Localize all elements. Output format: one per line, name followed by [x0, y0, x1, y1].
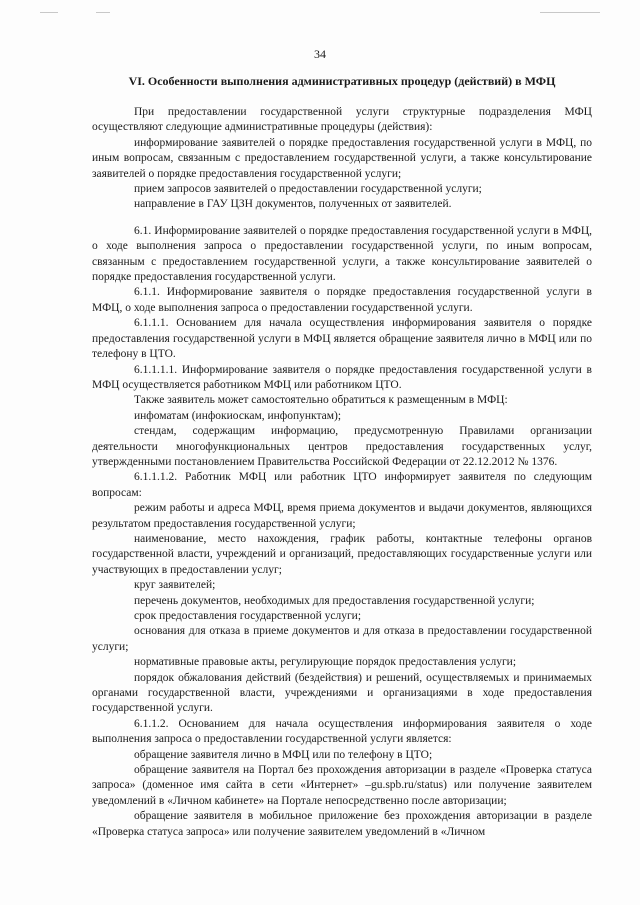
- paragraph: порядок обжалования действий (бездействия) и решений, осуществляемых и принимаемых органами государственной власти, учреждениями и организациями в ходе предоставления государственной услуги.: [92, 671, 592, 715]
- paragraph: информирование заявителей о порядке предоставления государственной услуги в МФЦ, по иным вопросам, связанным с предоставлением государственной услуги, а также консультирование заявителей о порядке предоставления государственной услуги;: [92, 136, 592, 180]
- paragraph: основания для отказа в приеме документов и для отказа в предоставлении государственной услуги;: [92, 625, 592, 653]
- scan-mark: [40, 12, 58, 13]
- paragraph: режим работы и адреса МФЦ, время приема документов и выдачи документов, являющихся результатом предоставления государственной услуги;: [92, 502, 592, 530]
- paragraph: направление в ГАУ ЦЗН документов, полученных от заявителей.: [134, 198, 452, 211]
- paragraph: инфоматам (инфокиоскам, инфопунктам);: [134, 409, 342, 422]
- paragraph: 6.1.1. Информирование заявителя о порядке предоставления государственной услуги в МФЦ, о ходе выполнения запроса о предоставлении государственной услуги.: [92, 286, 592, 314]
- paragraph: срок предоставления государственной услуги;: [134, 610, 362, 622]
- paragraph: перечень документов, необходимых для предоставления государственной услуги;: [134, 594, 535, 607]
- paragraph: круг заявителей;: [134, 579, 216, 592]
- paragraph: 6.1.1.1.2. Работник МФЦ или работник ЦТО информирует заявителя по следующим вопросам:: [92, 471, 592, 499]
- paragraph: При предоставлении государственной услуги структурные подразделения МФЦ осуществляют следующие административные процедуры (действия):: [92, 106, 592, 134]
- paragraph: нормативные правовые акты, регулирующие порядок предоставления услуги;: [134, 656, 517, 669]
- paragraph: 6.1. Информирование заявителей о порядке предоставления государственной услуги в МФЦ, о ходе выполнения запроса о предоставлении государственной услуги, по иным вопросам, связанным с предоставлением государственной услуги, а также консультирование заявителей о порядке предоставления государственной услуги.: [92, 224, 592, 284]
- paragraph: Также заявитель может самостоятельно обратиться к размещенным в МФЦ:: [134, 394, 508, 407]
- document-body: [92, 105, 592, 840]
- paragraph: 6.1.1.1. Основанием для начала осуществления информирования заявителя о порядке предоставления государственной услуги в МФЦ является обращение заявителя лично в МФЦ или по телефону в ЦТО.: [92, 317, 592, 361]
- paragraph: прием запросов заявителей о предоставлении государственной услуги;: [134, 183, 482, 196]
- page-number: 34: [314, 47, 326, 61]
- scan-mark: [96, 12, 110, 13]
- paragraph: наименование, место нахождения, график работы, контактные телефоны органов государственной власти, учреждений и организаций, предоставляющих государственные услуги или участвующих в предоставлении услуг;: [92, 532, 592, 576]
- paragraph: обращение заявителя в мобильное приложение без прохождения авторизации в разделе «Проверка статуса запроса» или получение заявителем уведомлений в «Личном: [92, 810, 592, 838]
- paragraph: 6.1.1.1.1. Информирование заявителя о порядке предоставления государственной услуги в МФЦ осуществляется работником МФЦ или работником ЦТО.: [92, 363, 592, 391]
- scan-mark: [540, 12, 600, 13]
- paragraph: стендам, содержащим информацию, предусмотренную Правилами организации деятельности многофункциональных центров предоставления государственных услуг, утвержденными постановлением Правительства Российской Федерации от 22.12.2012 № 1376.: [92, 425, 592, 468]
- paragraph: 6.1.1.2. Основанием для начала осуществления информирования заявителя о ходе выполнения запроса о предоставлении государственной услуги является:: [92, 717, 592, 746]
- paragraph: обращение заявителя лично в МФЦ или по телефону в ЦТО;: [134, 748, 433, 761]
- section-heading: VI. Особенности выполнения административных процедур (действий) в МФЦ: [128, 74, 556, 88]
- paragraph: обращение заявителя на Портал без прохождения авторизации в разделе «Проверка статуса запроса» (доменное имя сайта в сети «Интернет» –gu.spb.ru/status) или получение заявителем уведомлений в «Личном кабинете» на Портале непосредственно после авторизации;: [92, 764, 592, 807]
